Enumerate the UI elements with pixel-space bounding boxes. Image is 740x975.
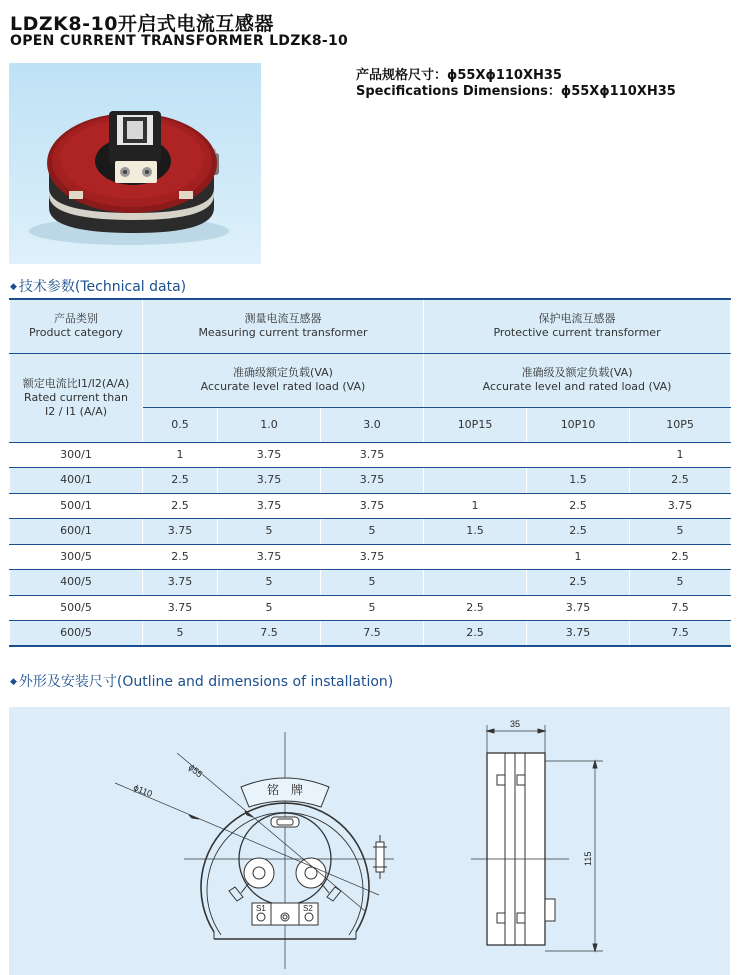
value-cell: 7.5 xyxy=(321,621,424,647)
column-header: 10P10 xyxy=(527,407,630,442)
value-cell: 5 xyxy=(321,595,424,621)
column-header: 1.0 xyxy=(218,407,321,442)
column-header: 10P5 xyxy=(630,407,731,442)
value-cell: 2.5 xyxy=(630,544,731,570)
value-cell: 2.5 xyxy=(424,595,527,621)
page-title: LDZK8-10开启式电流互感器 xyxy=(10,13,274,35)
value-cell: 2.5 xyxy=(527,493,630,519)
value-cell xyxy=(527,442,630,468)
value-cell: 5 xyxy=(218,595,321,621)
value-cell: 3.75 xyxy=(527,595,630,621)
value-cell: 1 xyxy=(143,442,218,468)
section-title-technical xyxy=(10,276,186,296)
section-outline-label: 外形及安装尺寸(Outline and dimensions of installation) xyxy=(18,674,394,690)
s2-label: S2 xyxy=(303,904,313,913)
value-cell: 3.75 xyxy=(321,544,424,570)
table-row xyxy=(10,493,731,519)
technical-data-table xyxy=(9,298,731,647)
protective-accuracy-header: 准确级及额定负载(VA) Accurate level and rated load (VA) xyxy=(424,353,731,407)
section-title-outline xyxy=(10,671,393,691)
value-cell: 2.5 xyxy=(143,544,218,570)
value-cell: 7.5 xyxy=(630,595,731,621)
nameplate-char-1: 铭 xyxy=(267,783,280,797)
table-row xyxy=(10,519,731,545)
side-view xyxy=(471,725,603,951)
value-cell xyxy=(424,544,527,570)
value-cell: 1 xyxy=(630,442,731,468)
value-cell: 7.5 xyxy=(630,621,731,647)
value-cell: 5 xyxy=(321,519,424,545)
value-cell: 2.5 xyxy=(424,621,527,647)
value-cell: 5 xyxy=(630,570,731,596)
protective-header: 保护电流互感器 Protective current transformer xyxy=(424,299,731,353)
phi55-label: ϕ55 xyxy=(186,762,205,780)
ratio-header: 额定电流比I1/I2(A/A) Rated current than I2 / I1 (A/A) xyxy=(10,353,143,442)
s1-label: S1 xyxy=(256,904,266,913)
spec-cn: 产品规格尺寸：ϕ55Xϕ110XH35 xyxy=(356,68,562,83)
column-header: 10P15 xyxy=(424,407,527,442)
value-cell xyxy=(424,468,527,494)
value-cell: 2.5 xyxy=(527,519,630,545)
height-dim-label: 115 xyxy=(583,851,593,866)
value-cell: 5 xyxy=(321,570,424,596)
ratio-cell: 500/5 xyxy=(10,595,143,621)
value-cell: 3.75 xyxy=(218,442,321,468)
ratio-cell: 600/1 xyxy=(10,519,143,545)
phi110-label: ϕ110 xyxy=(132,782,154,799)
dimension-drawing-svg xyxy=(9,707,730,975)
ratio-cell: 400/5 xyxy=(10,570,143,596)
table-row xyxy=(10,544,731,570)
value-cell: 3.75 xyxy=(527,621,630,647)
value-cell: 3.75 xyxy=(143,519,218,545)
value-cell: 3.75 xyxy=(321,468,424,494)
value-cell: 1.5 xyxy=(424,519,527,545)
value-cell: 3.75 xyxy=(321,493,424,519)
table-row xyxy=(10,621,731,647)
ratio-cell: 500/1 xyxy=(10,493,143,519)
product-photo xyxy=(9,63,261,264)
table-row xyxy=(10,595,731,621)
value-cell: 3.75 xyxy=(143,570,218,596)
value-cell: 1 xyxy=(527,544,630,570)
value-cell: 1.5 xyxy=(527,468,630,494)
value-cell: 1 xyxy=(424,493,527,519)
column-header: 3.0 xyxy=(321,407,424,442)
value-cell: 3.75 xyxy=(143,595,218,621)
spec-en: Specifications Dimensions：ϕ55Xϕ110XH35 xyxy=(356,84,676,99)
table-row xyxy=(10,570,731,596)
value-cell: 2.5 xyxy=(527,570,630,596)
value-cell xyxy=(424,570,527,596)
ratio-cell: 600/5 xyxy=(10,621,143,647)
value-cell: 3.75 xyxy=(218,493,321,519)
ratio-cell: 400/1 xyxy=(10,468,143,494)
front-view xyxy=(115,732,394,969)
category-header: 产品类别 Product category xyxy=(10,299,143,353)
diamond-bullet-icon: ◆ xyxy=(10,677,17,687)
value-cell: 2.5 xyxy=(143,468,218,494)
table-row xyxy=(10,468,731,494)
page-subtitle: OPEN CURRENT TRANSFORMER LDZK8-10 xyxy=(10,33,349,49)
value-cell: 5 xyxy=(218,570,321,596)
ratio-cell: 300/1 xyxy=(10,442,143,468)
column-header: 0.5 xyxy=(143,407,218,442)
value-cell: 5 xyxy=(630,519,731,545)
nameplate-char-2: 牌 xyxy=(291,783,304,797)
value-cell: 5 xyxy=(218,519,321,545)
value-cell: 3.75 xyxy=(321,442,424,468)
table-row xyxy=(10,442,731,468)
transformer-photo-illustration xyxy=(9,63,261,264)
measuring-header: 测量电流互感器 Measuring current transformer xyxy=(143,299,424,353)
diamond-bullet-icon: ◆ xyxy=(10,282,17,292)
value-cell: 2.5 xyxy=(630,468,731,494)
value-cell xyxy=(424,442,527,468)
value-cell: 3.75 xyxy=(218,468,321,494)
value-cell: 7.5 xyxy=(218,621,321,647)
ratio-cell: 300/5 xyxy=(10,544,143,570)
value-cell: 5 xyxy=(143,621,218,647)
outline-drawing xyxy=(9,707,730,975)
value-cell: 2.5 xyxy=(143,493,218,519)
width-dim-label: 35 xyxy=(510,719,521,729)
value-cell: 3.75 xyxy=(630,493,731,519)
section-technical-label: 技术参数(Technical data) xyxy=(18,279,187,295)
accuracy-load-header: 准确级额定负载(VA) Accurate level rated load (VA) xyxy=(143,353,424,407)
side-body xyxy=(487,753,545,945)
value-cell: 3.75 xyxy=(218,544,321,570)
